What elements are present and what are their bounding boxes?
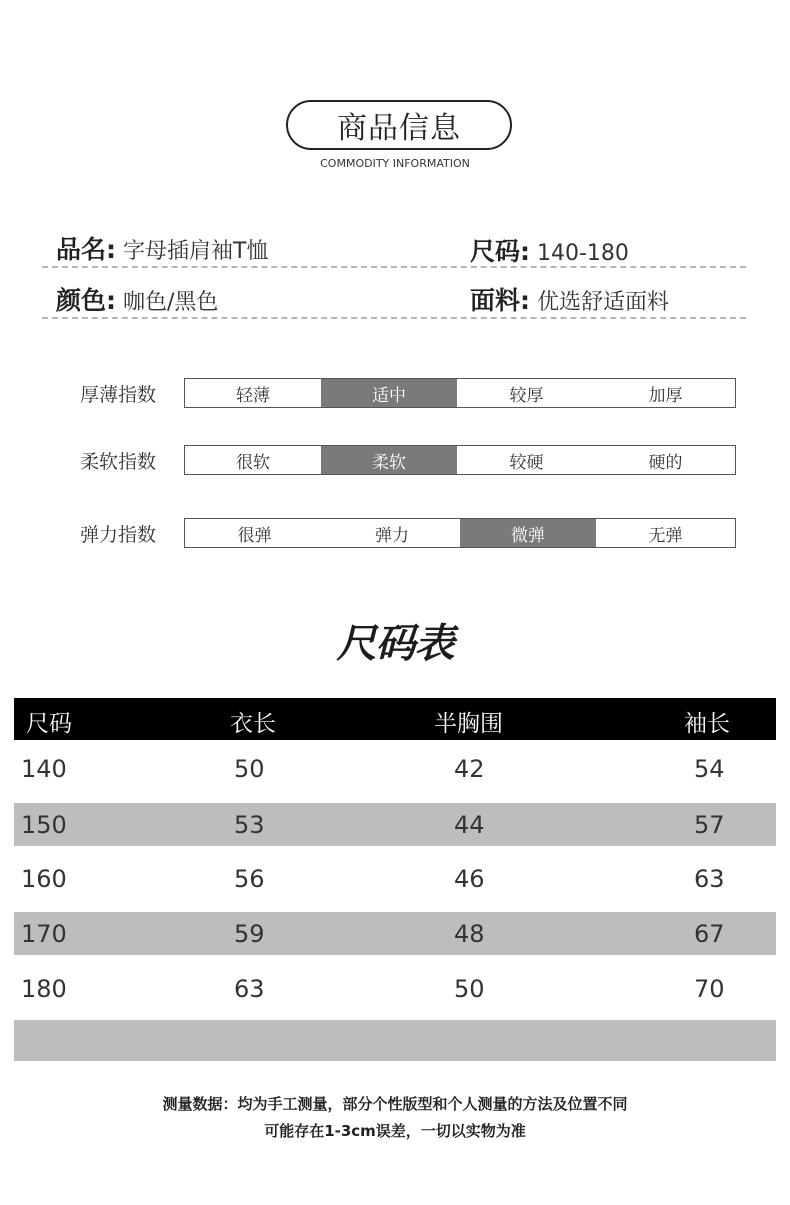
header-cell-sleeve: 袖长 [684, 711, 730, 737]
softness-option: 很软 [236, 452, 270, 473]
product-name-key: 品名: [56, 235, 116, 264]
softness-index-label: 柔软指数 [80, 451, 157, 473]
thickness-index-label: 厚薄指数 [80, 384, 157, 406]
cell-length: 63 [234, 975, 265, 1003]
divider [42, 266, 746, 268]
cell-chest: 42 [454, 755, 485, 783]
table-row-empty [14, 1020, 776, 1061]
product-color-key: 颜色: [56, 286, 116, 315]
cell-chest: 48 [454, 920, 485, 948]
elasticity-index-label: 弹力指数 [80, 524, 157, 546]
table-row [14, 747, 776, 790]
divider [42, 317, 746, 319]
product-fabric [470, 281, 669, 317]
product-size-key: 尺码: [470, 237, 530, 266]
table-row [14, 912, 776, 955]
cell-size: 140 [21, 755, 67, 783]
elasticity-option: 无弹 [648, 525, 683, 546]
table-row [14, 803, 776, 846]
table-row [14, 967, 776, 1010]
thickness-option: 较厚 [509, 385, 544, 406]
header-cell-chest: 半胸围 [434, 711, 503, 737]
thickness-option: 加厚 [648, 385, 683, 406]
table-row [14, 857, 776, 900]
header-cell-size: 尺码 [26, 711, 72, 737]
section-title-pill [286, 100, 512, 150]
product-size-value: 140-180 [537, 241, 629, 266]
product-color [56, 281, 218, 317]
product-fabric-value: 优选舒适面料 [537, 290, 670, 315]
cell-sleeve: 63 [694, 865, 725, 893]
cell-sleeve: 67 [694, 920, 725, 948]
product-name-value: 字母插肩袖T恤 [123, 239, 269, 264]
cell-length: 59 [234, 920, 265, 948]
cell-size: 160 [21, 865, 67, 893]
elasticity-index-bar [184, 518, 736, 548]
elasticity-option: 微弹 [460, 519, 596, 547]
cell-chest: 50 [454, 975, 485, 1003]
cell-sleeve: 70 [694, 975, 725, 1003]
cell-sleeve: 54 [694, 755, 725, 783]
thickness-index-bar [184, 378, 736, 408]
cell-length: 53 [234, 811, 265, 839]
cell-chest: 46 [454, 865, 485, 893]
thickness-option: 轻薄 [236, 385, 270, 406]
product-fabric-key: 面料: [470, 286, 530, 315]
size-table-header [14, 698, 776, 740]
elasticity-option: 很弹 [237, 525, 272, 546]
section-title: 商品信息 [337, 111, 461, 146]
cell-sleeve: 57 [694, 811, 725, 839]
cell-length: 56 [234, 865, 265, 893]
softness-option: 柔软 [321, 446, 457, 474]
thickness-option: 适中 [321, 379, 457, 407]
softness-option: 较硬 [509, 452, 544, 473]
elasticity-option: 弹力 [375, 525, 409, 546]
cell-size: 170 [21, 920, 67, 948]
cell-size: 180 [21, 975, 67, 1003]
product-color-value: 咖色/黑色 [123, 290, 219, 315]
cell-size: 150 [21, 811, 67, 839]
cell-length: 50 [234, 755, 265, 783]
cell-chest: 44 [454, 811, 485, 839]
measurement-note-line1: 测量数据：均为手工测量，部分个性版型和个人测量的方法及位置不同 [162, 1095, 628, 1113]
section-subtitle: COMMODITY INFORMATION [320, 157, 470, 170]
product-size [470, 232, 629, 268]
size-table-title: 尺码表 [336, 621, 454, 667]
product-name [56, 230, 268, 266]
header-cell-length: 衣长 [230, 711, 276, 737]
measurement-note-line2: 可能存在1-3cm误差，一切以实物为准 [264, 1122, 526, 1140]
softness-option: 硬的 [648, 452, 683, 473]
softness-index-bar [184, 445, 736, 475]
